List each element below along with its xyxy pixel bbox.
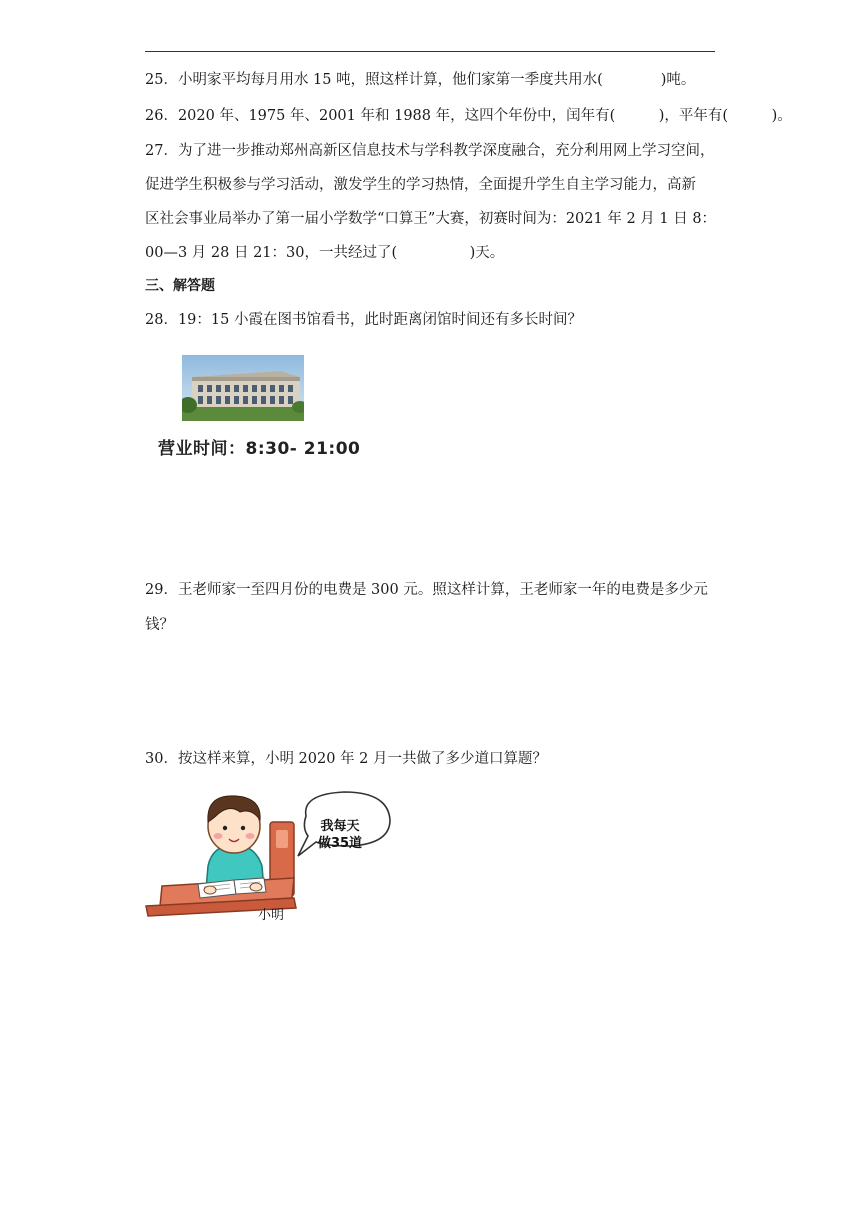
library-photo	[182, 355, 304, 421]
question-27-line-4: 00—3 月 28 日 21：30，一共经过了( )天。	[145, 245, 505, 261]
question-27-line-2: 促进学生积极参与学习活动，激发学生的学习热情，全面提升学生自主学习能力，高新	[145, 177, 696, 193]
character-name-label: 小明	[258, 908, 285, 923]
opening-hours-label: 营业时间：8:30- 21:00	[158, 439, 361, 459]
question-26: 26．2020 年、1975 年、2001 年和 1988 年，这四个年份中，闰年有( )，平年有( )。	[145, 108, 792, 124]
speech-bubble-text	[314, 818, 366, 852]
question-25: 25．小明家平均每月用水 15 吨，照这样计算，他们家第一季度共用水( )吨。	[145, 72, 696, 88]
question-27-line-3: 区社会事业局举办了第一届小学数学“口算王”大赛，初赛时间为：2021 年 2 月 1 日 8：	[145, 211, 717, 227]
question-30: 30．按这样来算，小明 2020 年 2 月一共做了多少道口算题？	[145, 751, 548, 767]
speech-bubble-line-2: 做35道	[317, 836, 363, 851]
question-29-line-2: 钱？	[145, 617, 174, 633]
speech-bubble-line-1: 我每天	[320, 819, 360, 834]
question-27-line-1: 27．为了进一步推动郑州高新区信息技术与学科教学深度融合，充分利用网上学习空间，	[145, 143, 715, 159]
header-rule	[145, 51, 715, 52]
section-heading: 三、解答题	[145, 278, 215, 294]
question-28: 28．19：15 小霞在图书馆看书，此时距离闭馆时间还有多长时间？	[145, 312, 582, 328]
question-29-line-1: 29．王老师家一至四月份的电费是 300 元。照这样计算，王老师家一年的电费是多少元	[145, 582, 708, 598]
